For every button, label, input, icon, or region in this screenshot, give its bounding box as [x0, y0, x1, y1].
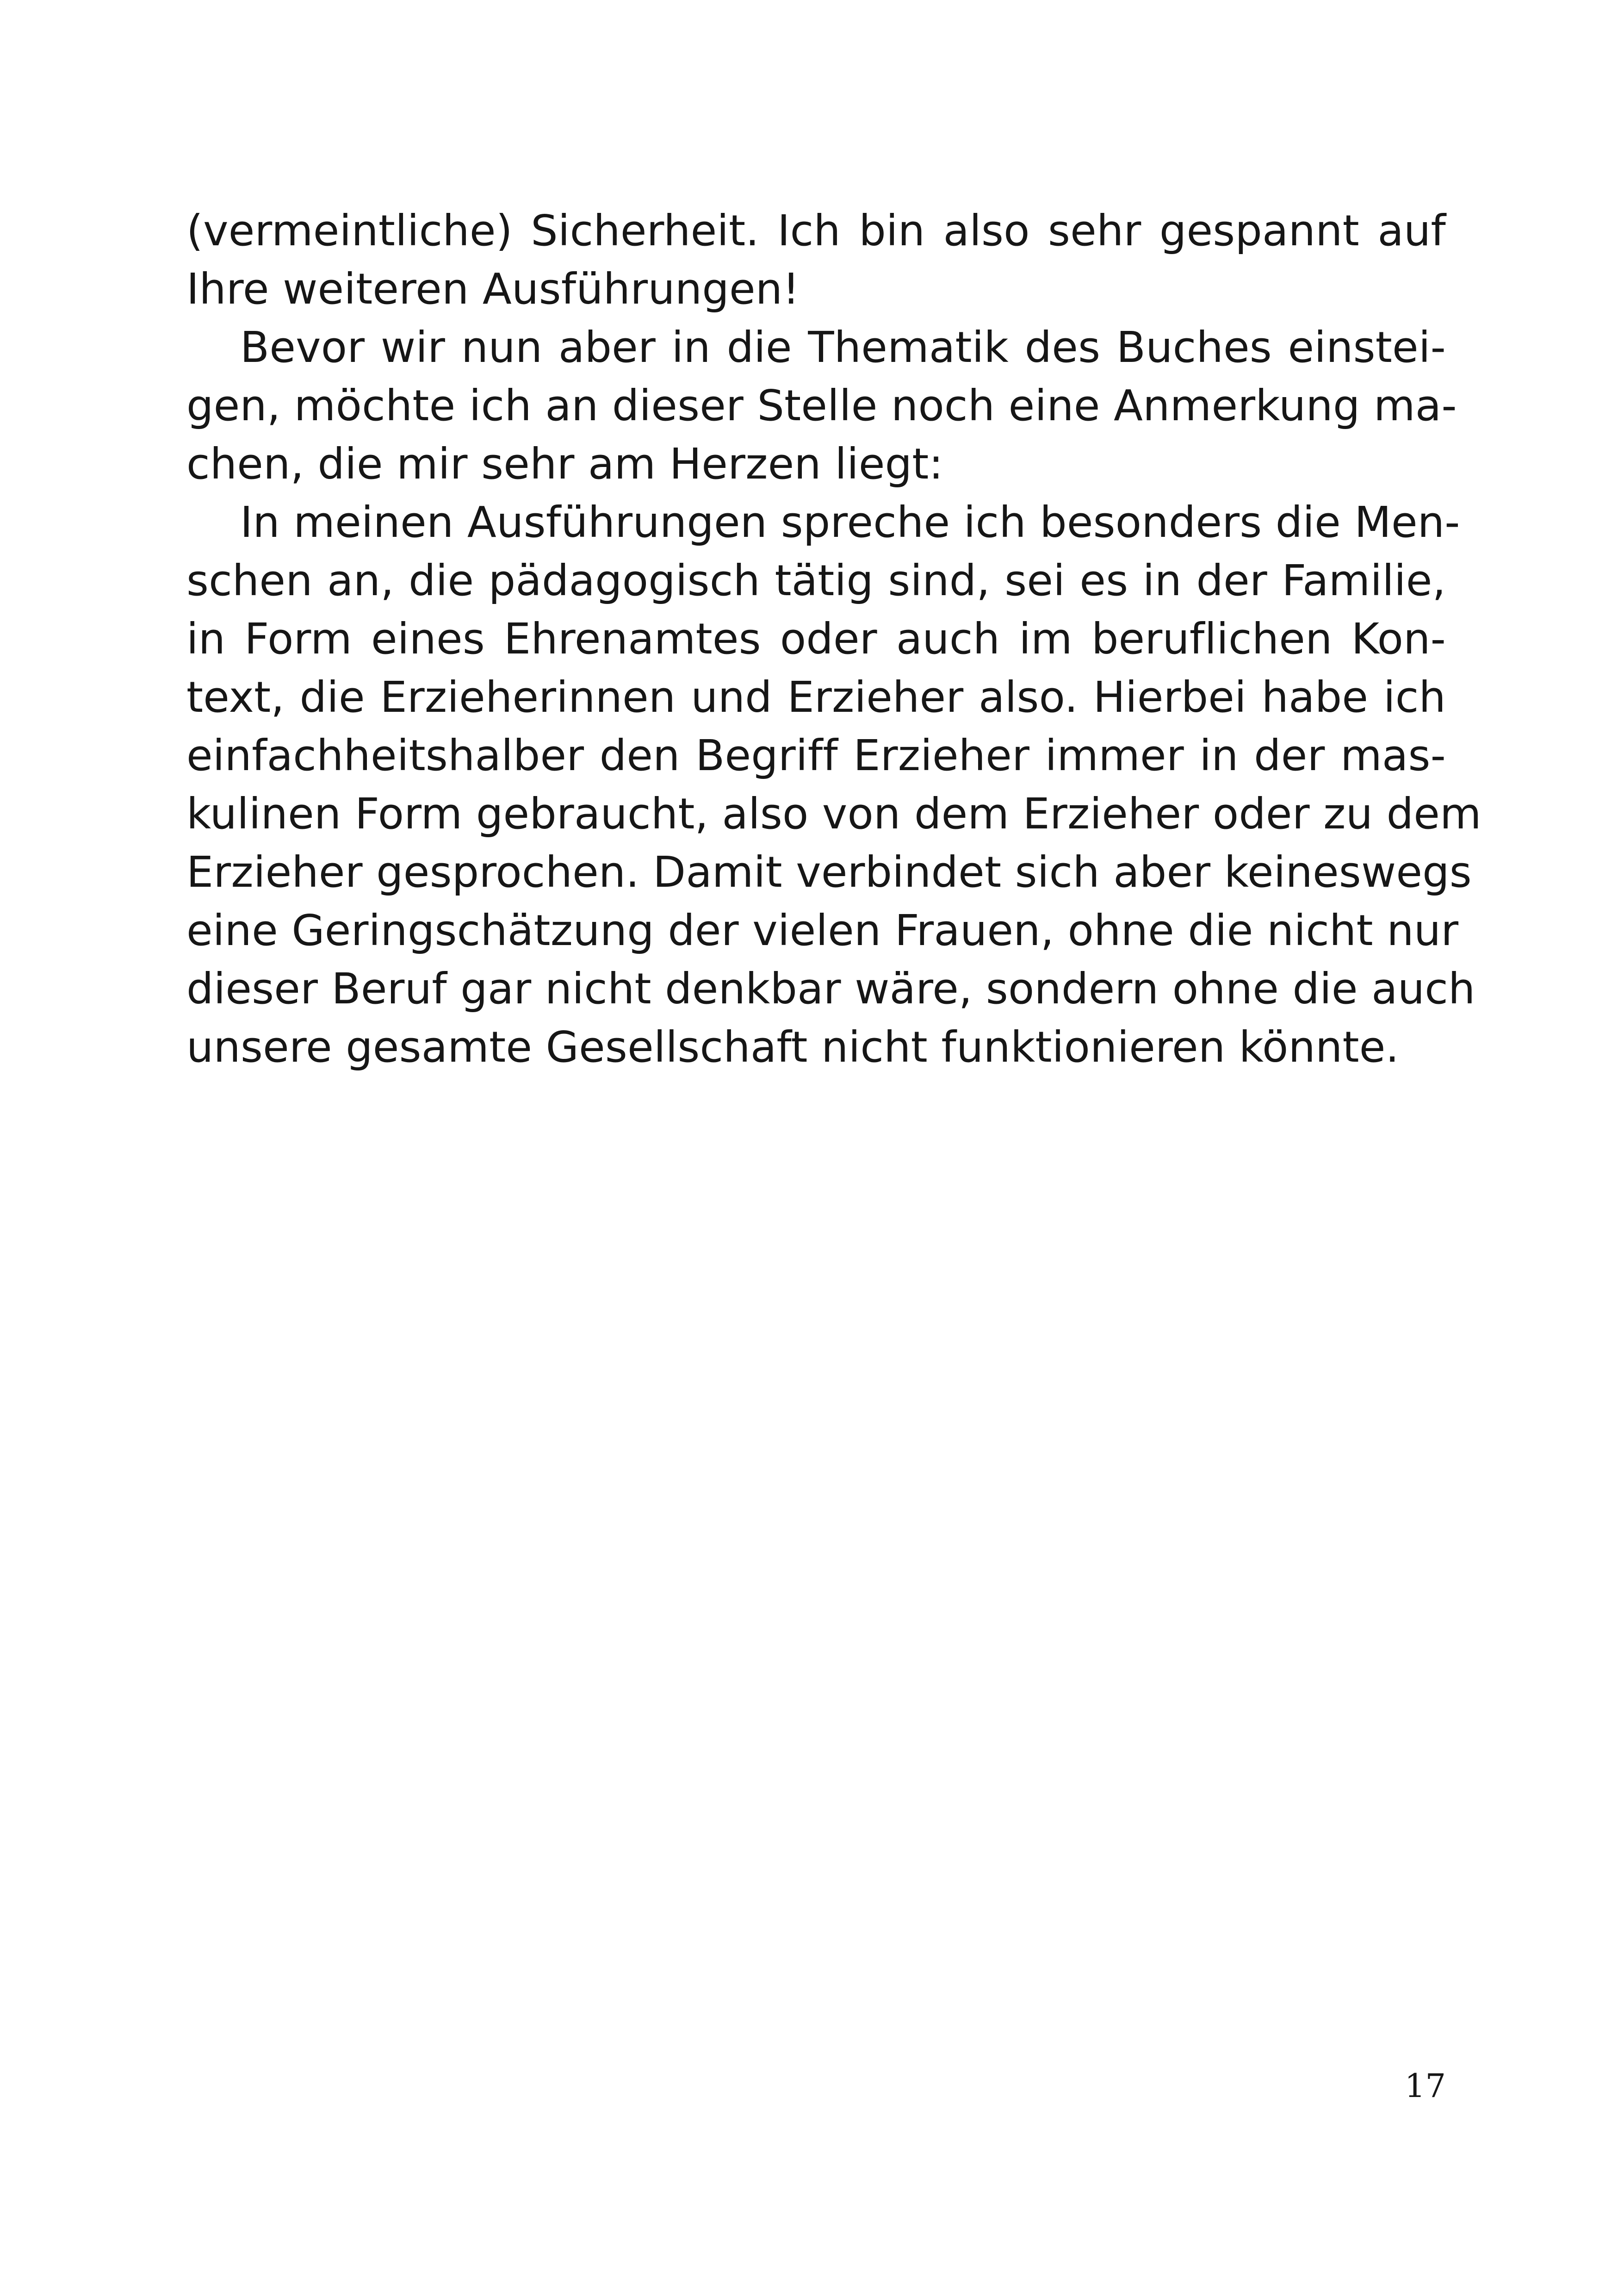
- text-line: eine Geringschätzung der vielen Frauen, ohne die nicht nur: [186, 906, 1459, 955]
- text-line: dieser Beruf gar nicht denkbar wäre, sondern ohne die auch: [186, 964, 1475, 1014]
- text-line: (vermeintliche) Sicherheit. Ich bin also sehr gespannt auf: [186, 206, 1446, 255]
- text-line: einfachheitshalber den Begriff Erzieher immer in der mas-: [186, 731, 1446, 780]
- text-line: gen, möchte ich an dieser Stelle noch eine Anmerkung ma-: [186, 381, 1457, 430]
- page-number: 17: [1404, 2067, 1446, 2105]
- text-line: Erzieher gesprochen. Damit verbindet sich aber keineswegs: [186, 847, 1472, 897]
- text-line: in Form eines Ehrenamtes oder auch im beruflichen Kon-: [186, 614, 1446, 664]
- text-line: kulinen Form gebraucht, also von dem Erzieher oder zu dem: [186, 789, 1482, 839]
- text-line: Bevor wir nun aber in die Thematik des Buches einstei-: [240, 323, 1446, 372]
- text-line: In meinen Ausführungen spreche ich besonders die Men-: [240, 498, 1460, 547]
- text-line: Ihre weiteren Ausführungen!: [186, 264, 800, 314]
- text-line: chen, die mir sehr am Herzen liegt:: [186, 439, 943, 489]
- body-text: [186, 202, 1482, 1076]
- text-line: unsere gesamte Gesellschaft nicht funktionieren könnte.: [186, 1022, 1400, 1072]
- text-line: schen an, die pädagogisch tätig sind, sei es in der Familie,: [186, 556, 1446, 605]
- text-line: text, die Erzieherinnen und Erzieher also. Hierbei habe ich: [186, 672, 1446, 722]
